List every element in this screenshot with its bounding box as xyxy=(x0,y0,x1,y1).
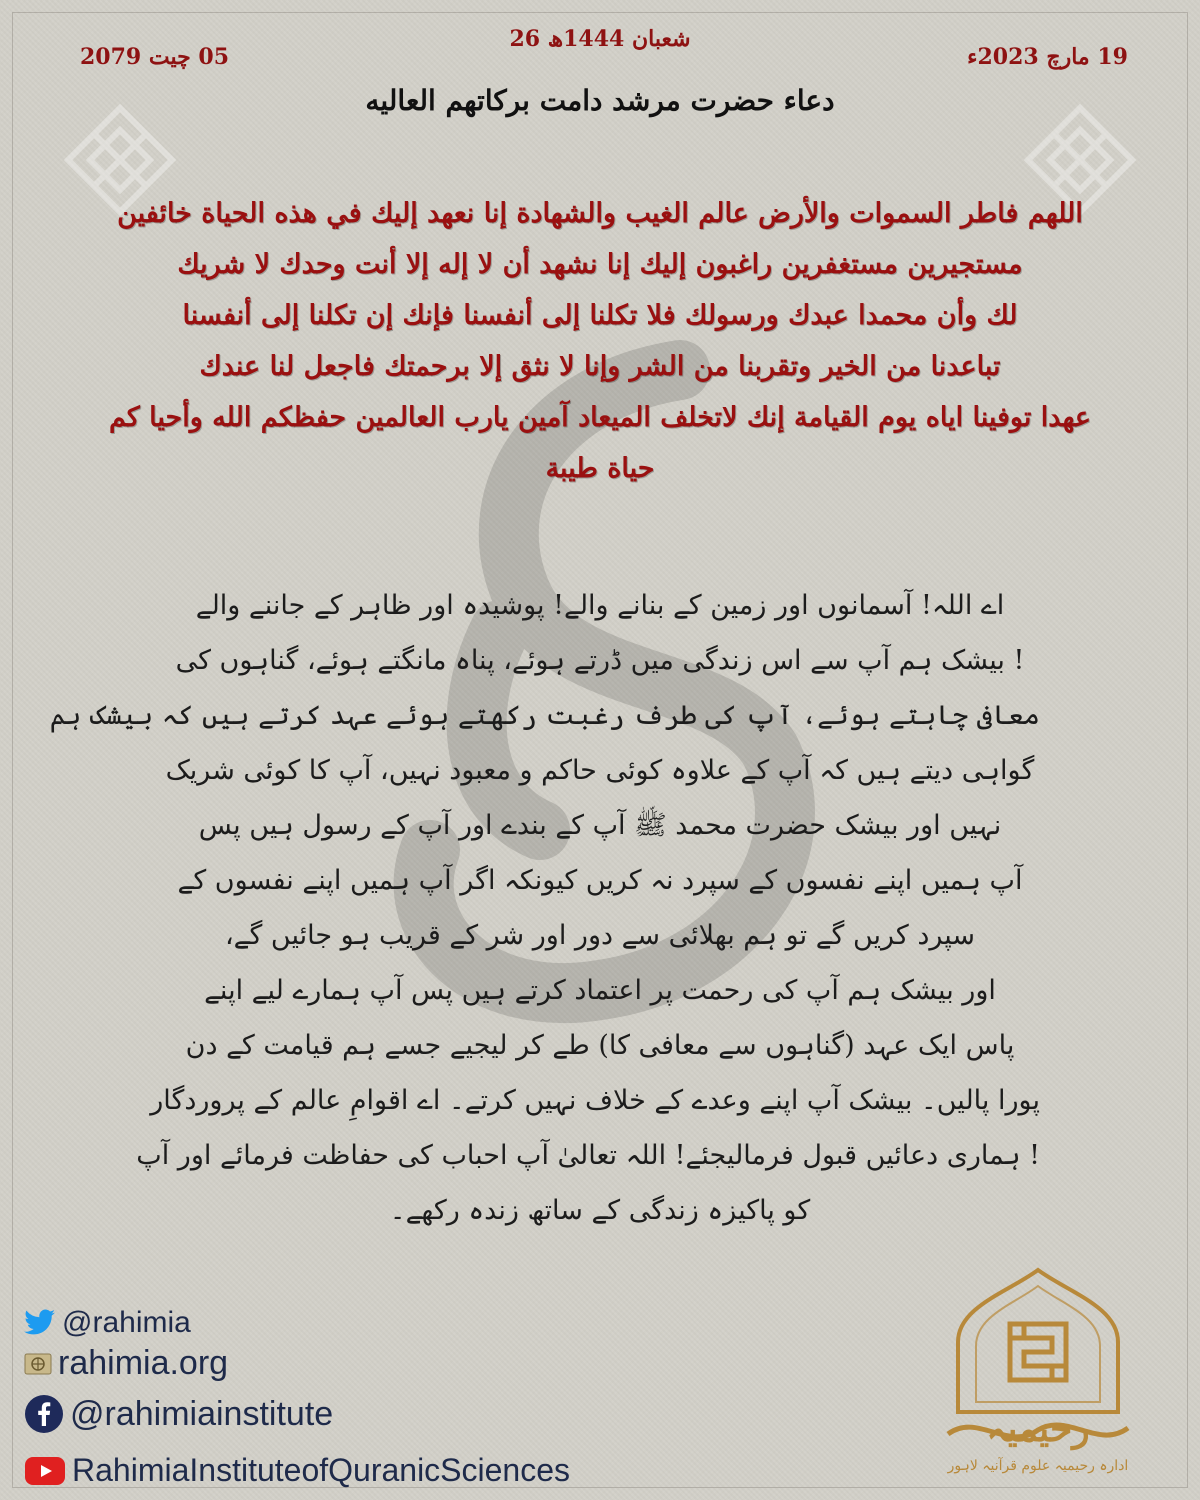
hijri-date: 26 شعبان 1444ھ xyxy=(509,26,691,52)
arabic-prayer xyxy=(70,188,1130,494)
urdu-line: آپ ہمیں اپنے نفسوں کے سپرد نہ کریں کیونکہ اگر آپ ہمیں اپنے نفسوں کے xyxy=(177,865,1023,896)
logo-emblem xyxy=(918,1262,1158,1490)
urdu-line: اور بیشک ہم آپ کی رحمت پر اعتماد کرتے ہیں پس آپ ہمارے لیے اپنے xyxy=(204,975,996,1006)
urdu-line: گواہی دیتے ہیں کہ آپ کے علاوہ کوئی حاکم و معبود نہیں، آپ کا کوئی شریک xyxy=(165,755,1035,786)
urdu-line: سپرد کریں گے تو ہم بھلائی سے دور اور شر کے قریب ہو جائیں گے، xyxy=(224,920,976,951)
facebook-link[interactable] xyxy=(24,1394,333,1434)
arabic-line: تباعدنا من الخير وتقربنا من الشر وإنا لا نثق إلا برحمتك فاجعل لنا عندك xyxy=(199,351,1001,382)
urdu-line: معافی چاہتے ہوئے، آپ کی طرف رغبت رکھتے ہوئے عہد کرتے ہیں کہ بیشک ہم xyxy=(49,700,1040,731)
arabic-line: حياة طيبة xyxy=(545,453,655,484)
globe-icon xyxy=(24,1351,52,1377)
urdu-translation xyxy=(49,578,1040,1238)
logo-name: رحیمیہ xyxy=(986,1408,1090,1450)
youtube-link[interactable] xyxy=(24,1452,570,1489)
urdu-line: اے اللہ! آسمانوں اور زمین کے بنانے والے! پوشیدہ اور ظاہر کے جاننے والے xyxy=(195,590,1005,621)
urdu-line: ! بیشک ہم آپ سے اس زندگی میں ڈرتے ہوئے، پناہ مانگتے ہوئے، گناہوں کی xyxy=(175,645,1025,676)
urdu-line: ! ہماری دعائیں قبول فرمالیجئے! اللہ تعالیٰ آپ احباب کی حفاظت فرمائے اور آپ xyxy=(136,1140,1040,1171)
twitter-handle: @rahimia xyxy=(62,1306,191,1339)
urdu-line: کو پاکیزہ زندگی کے ساتھ زندہ رکھے۔ xyxy=(389,1195,811,1226)
gregorian-date: 19 مارچ 2023ء xyxy=(967,44,1128,70)
twitter-link[interactable] xyxy=(24,1306,191,1340)
arabic-line: عهدا توفينا اياه يوم القيامة إنك لاتخلف الميعاد آمين يارب العالمين حفظكم الله وأحيا كم xyxy=(108,402,1092,433)
arabic-line: مستجيرين مستغفرين راغبون إليك إنا نشهد أن لا إله إلا أنت وحدك لا شريك xyxy=(177,249,1023,280)
rahimia-logo xyxy=(918,1262,1158,1490)
facebook-handle: @rahimiainstitute xyxy=(70,1394,334,1433)
logo-subtitle: ادارہ رحیمیہ علوم قرآنیہ لاہور xyxy=(947,1458,1129,1474)
twitter-icon xyxy=(24,1309,56,1337)
youtube-icon xyxy=(24,1456,66,1486)
facebook-icon xyxy=(24,1394,64,1434)
arabic-line: لك وأن محمدا عبدك ورسولك فلا تكلنا إلى أنفسنا فإنك إن تكلنا إلى أنفسنا xyxy=(182,300,1018,331)
urdu-line: پاس ایک عہد (گناہوں سے معافی کا) طے کر لیجیے جسے ہم قیامت کے دن xyxy=(185,1030,1015,1061)
website-link[interactable] xyxy=(24,1344,228,1383)
urdu-line: پورا پالیں۔ بیشک آپ اپنے وعدے کے خلاف نہیں کرتے۔ اے اقوامِ عالم کے پروردگار xyxy=(150,1085,1040,1116)
urdu-line: نہیں اور بیشک حضرت محمد ﷺ آپ کے بندے اور آپ کے رسول ہیں پس xyxy=(198,810,1002,841)
website-url: rahimia.org xyxy=(58,1344,229,1382)
youtube-channel: RahimiaInstituteofQuranicSciences xyxy=(72,1452,571,1488)
page-title: دعاء حضرت مرشد دامت برکاتھم العالیه xyxy=(365,84,835,117)
bikrami-date: 05 چیت 2079 xyxy=(80,44,230,70)
arabic-line: اللهم فاطر السموات والأرض عالم الغيب والشهادة إنا نعهد إليك في هذه الحياة خائفين xyxy=(117,198,1083,229)
